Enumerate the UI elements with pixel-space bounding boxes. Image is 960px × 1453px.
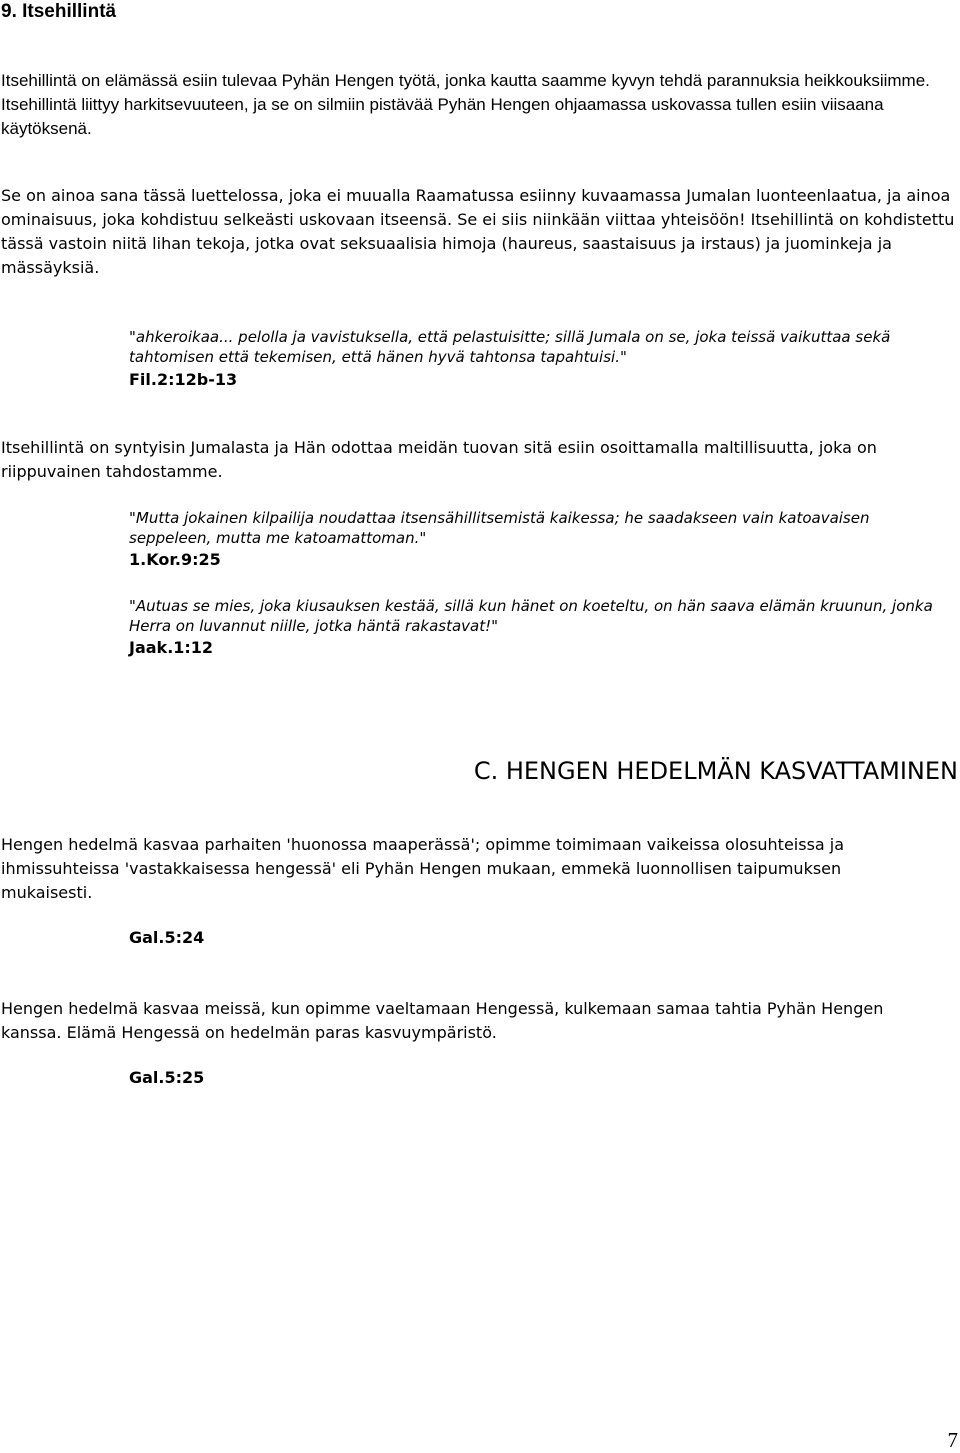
quote-3: "Autuas se mies, joka kiusauksen kestää, sillä kun hänet on koeteltu, on hän saava elämän kruunun, jonka Herra on luvannut niille, jotka häntä rakastavat!" — [129, 597, 933, 635]
quote-2: "Mutta jokainen kilpailija noudattaa itsensähillitsemistä kaikessa; he saadakseen vain katoavaisen seppeleen, mutta me katoamattoman." — [129, 509, 870, 547]
reference-2: 1.Kor.9:25 — [129, 550, 221, 569]
paragraph-2: Se on ainoa sana tässä luettelossa, joka ei muualla Raamatussa esiinny kuvaamassa Jumalan luonteenlaatua, ja ainoa ominaisuus, joka kohdistuu selkeästi uskovaan itseensä. Se ei siis niinkään viittaa yhteisöön! Itsehillintä on kohdistettu tässä vastoin niitä lihan tekoja, jotka ovat seksuaalisia himoja (haureus, saastaisuus ja irstaus) ja juominkeja ja mässäyksiä. — [1, 186, 955, 277]
section-heading: 9. Itsehillintä — [1, 1, 117, 22]
reference-4: Gal.5:24 — [129, 928, 205, 947]
paragraph-5: Hengen hedelmä kasvaa meissä, kun opimme vaeltamaan Hengessä, kulkemaan samaa tahtia Pyhän Hengen kanssa. Elämä Hengessä on hedelmän paras kasvuympäristö. — [1, 999, 884, 1042]
page-number: 7 — [947, 1428, 958, 1452]
intro-paragraph: Itsehillintä on elämässä esiin tulevaa Pyhän Hengen työtä, jonka kautta saamme kyvyn tehdä parannuksia heikkouksiimme. Itsehillintä liittyy harkitsevuuteen, ja se on silmiin pistävää Pyhän Hengen ohjaamassa uskovassa tullen esiin viisaana käytöksenä. — [1, 71, 930, 138]
reference-3: Jaak.1:12 — [129, 638, 214, 657]
section-title-c: C. HENGEN HEDELMÄN KASVATTAMINEN — [473, 757, 958, 785]
paragraph-4: Hengen hedelmä kasvaa parhaiten 'huonossa maaperässä'; opimme toimimaan vaikeissa olosuhteissa ja ihmissuhteissa 'vastakkaisessa hengessä' eli Pyhän Hengen mukaan, emmekä luonnollisen taipumuksen mukaisesti. — [1, 835, 845, 902]
reference-5: Gal.5:25 — [129, 1068, 205, 1087]
quote-1: "ahkeroikaa... pelolla ja vavistuksella, että pelastuisitte; sillä Jumala on se, joka teissä vaikuttaa sekä tahtomisen että tekemisen, että hänen hyvä tahtonsa tapahtuisi." — [129, 328, 891, 366]
paragraph-3: Itsehillintä on syntyisin Jumalasta ja Hän odottaa meidän tuovan sitä esiin osoittamalla maltillisuutta, joka on riippuvainen tahdostamme. — [1, 438, 877, 481]
reference-1: Fil.2:12b-13 — [129, 370, 238, 389]
